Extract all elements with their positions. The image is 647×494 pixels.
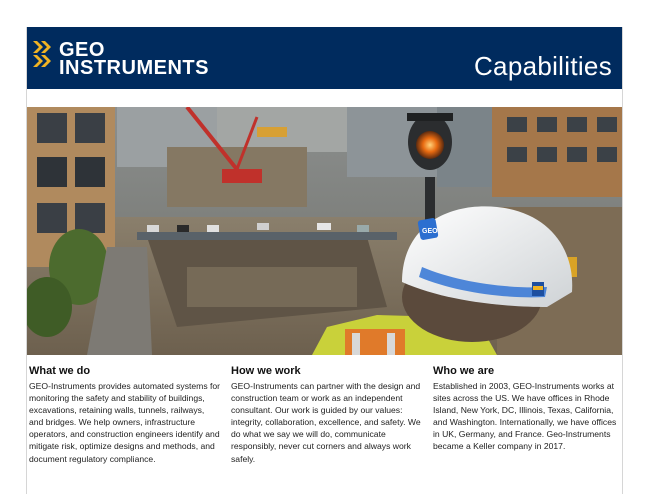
section-heading: How we work bbox=[231, 365, 301, 377]
page-title: Capabilities bbox=[473, 51, 612, 81]
construction-site-illustration bbox=[27, 107, 622, 355]
header-banner bbox=[27, 27, 622, 89]
section-heading: What we do bbox=[29, 365, 91, 377]
helmet-logo: GEO bbox=[422, 228, 438, 235]
section-what-we-do bbox=[29, 365, 221, 465]
capabilities-sheet bbox=[26, 27, 623, 494]
spacer bbox=[27, 89, 622, 107]
hero-photo bbox=[27, 107, 622, 355]
logo-line1: GEO bbox=[59, 39, 105, 61]
section-who-we-are bbox=[433, 365, 623, 453]
logo-line2: INSTRUMENTS bbox=[59, 57, 209, 79]
section-heading: Who we are bbox=[433, 365, 495, 377]
section-body: Established in 2003, GEO-Instruments works at sites across the US. We have offices in Rhode Island, New York, DC, Illinois, Texas, California, and Washington. Internationally, we have offices in UK, Germany, and France. Geo-Instruments became a Keller company in 2017. bbox=[433, 381, 617, 452]
logo-wordmark bbox=[59, 41, 209, 77]
section-body: GEO-Instruments provides automated systems for monitoring the safety and stability of buildings, excavations, retaining walls, tunnels, railways, and bridges. We help owners, infrastructure operators, and construction engineers identify and mitigate risk, optimize designs and methods, and document regulatory compliance. bbox=[29, 381, 221, 464]
section-how-we-work bbox=[231, 365, 421, 465]
logo-mark-icon bbox=[33, 41, 53, 77]
company-logo bbox=[33, 41, 223, 81]
section-body: GEO-Instruments can partner with the design and construction team or work as an independent consultant. Our work is guided by our values: integrity, collaboration, excellence, and safety. We do what we say we will do, communicate responsibly, never cut corners and always work safely. bbox=[231, 381, 421, 464]
